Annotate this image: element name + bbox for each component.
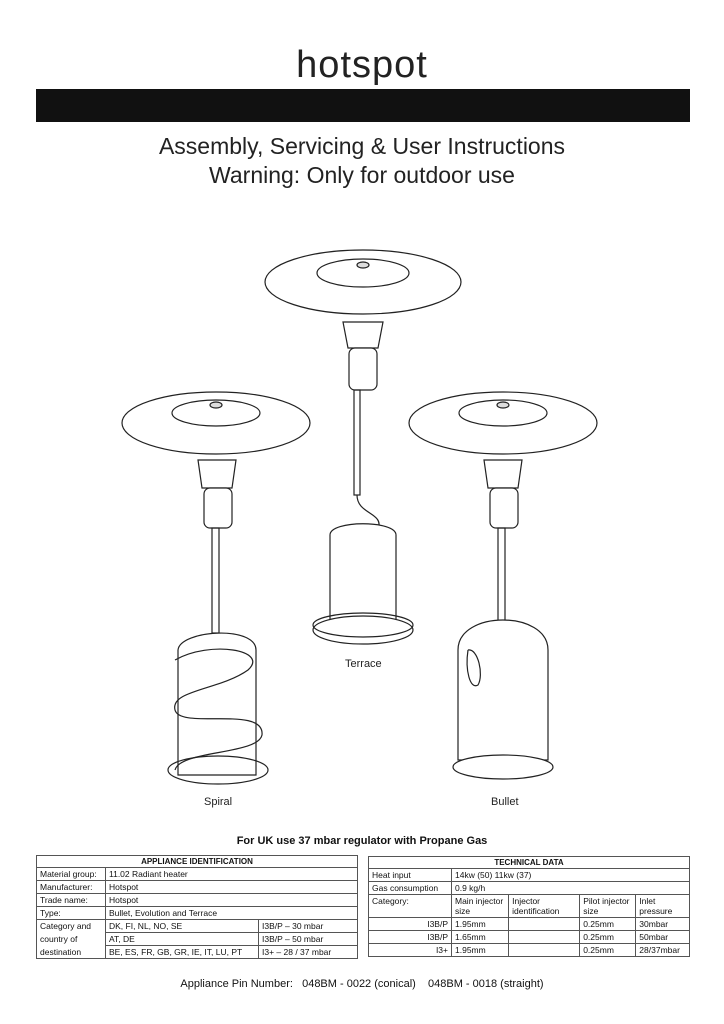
row-value: 0.9 kg/h — [452, 882, 690, 895]
category-cell: I3B/P — [369, 931, 452, 944]
pilot-injector-cell: 0.25mm — [580, 931, 636, 944]
inlet-pressure-cell: 50mbar — [636, 931, 690, 944]
destination-countries: AT, DE — [106, 933, 259, 946]
caption-spiral: Spiral — [204, 796, 233, 808]
table-row — [369, 869, 690, 882]
column-header: Injector identification — [509, 895, 580, 918]
table-row — [37, 920, 358, 933]
column-header: Inlet pressure — [636, 895, 690, 918]
category-cell: I3B/P — [369, 918, 452, 931]
technical-data-table — [368, 856, 690, 957]
category-label: destination — [37, 946, 106, 959]
row-label: Category: — [369, 895, 452, 918]
pilot-injector-cell: 0.25mm — [580, 944, 636, 957]
table-row — [369, 931, 690, 944]
table-row — [37, 868, 358, 881]
row-label: Type: — [37, 907, 106, 920]
identification-heading: APPLIANCE IDENTIFICATION — [37, 856, 358, 868]
inlet-pressure-cell: 30mbar — [636, 918, 690, 931]
document-title: Assembly, Servicing & User Instructions — [158, 133, 566, 159]
row-label: Material group: — [37, 868, 106, 881]
warning-subtitle: Warning: Only for outdoor use — [209, 162, 515, 188]
row-label: Heat input — [369, 869, 452, 882]
table-row — [369, 895, 690, 918]
column-header: Main injector size — [452, 895, 509, 918]
row-value: 14kw (50) 11kw (37) — [452, 869, 690, 882]
destination-countries: DK, FI, NL, NO, SE — [106, 920, 259, 933]
table-row — [369, 882, 690, 895]
heater-illustrations — [0, 230, 724, 790]
injector-id-cell — [509, 918, 580, 931]
destination-category: I3B/P – 50 mbar — [259, 933, 358, 946]
caption-terrace: Terrace — [345, 658, 382, 670]
row-value: Hotspot — [106, 894, 358, 907]
injector-id-cell — [509, 931, 580, 944]
destination-countries: BE, ES, FR, GB, GR, IE, IT, LU, PT — [106, 946, 259, 959]
technical-heading: TECHNICAL DATA — [369, 857, 690, 869]
main-injector-cell: 1.95mm — [452, 918, 509, 931]
brand-logo: hotspot — [296, 44, 428, 86]
spiral-heater-drawing — [122, 392, 310, 784]
column-header: Pilot injector size — [580, 895, 636, 918]
row-label: Trade name: — [37, 894, 106, 907]
table-row — [369, 918, 690, 931]
category-label: country of — [37, 933, 106, 946]
table-row — [37, 881, 358, 894]
table-row — [37, 894, 358, 907]
main-injector-cell: 1.65mm — [452, 931, 509, 944]
category-cell: I3+ — [369, 944, 452, 957]
header-bar — [36, 89, 690, 122]
appliance-pin-number: Appliance Pin Number: 048BM - 0022 (conical) 048BM - 0018 (straight) — [180, 978, 544, 990]
destination-category: I3B/P – 30 mbar — [259, 920, 358, 933]
category-label: Category and — [37, 920, 106, 933]
bullet-heater-drawing — [409, 392, 597, 779]
table-row — [369, 944, 690, 957]
row-value: 11.02 Radiant heater — [106, 868, 358, 881]
main-injector-cell: 1.95mm — [452, 944, 509, 957]
injector-id-cell — [509, 944, 580, 957]
terrace-heater-drawing — [265, 250, 461, 644]
row-label: Manufacturer: — [37, 881, 106, 894]
row-value: Bullet, Evolution and Terrace — [106, 907, 358, 920]
table-row — [37, 946, 358, 959]
inlet-pressure-cell: 28/37mbar — [636, 944, 690, 957]
row-value: Hotspot — [106, 881, 358, 894]
uk-regulator-note: For UK use 37 mbar regulator with Propane Gas — [236, 835, 488, 847]
caption-bullet: Bullet — [491, 796, 519, 808]
destination-category: I3+ – 28 / 37 mbar — [259, 946, 358, 959]
row-label: Gas consumption — [369, 882, 452, 895]
appliance-identification-table — [36, 855, 358, 959]
table-row — [37, 907, 358, 920]
pilot-injector-cell: 0.25mm — [580, 918, 636, 931]
table-row — [37, 933, 358, 946]
